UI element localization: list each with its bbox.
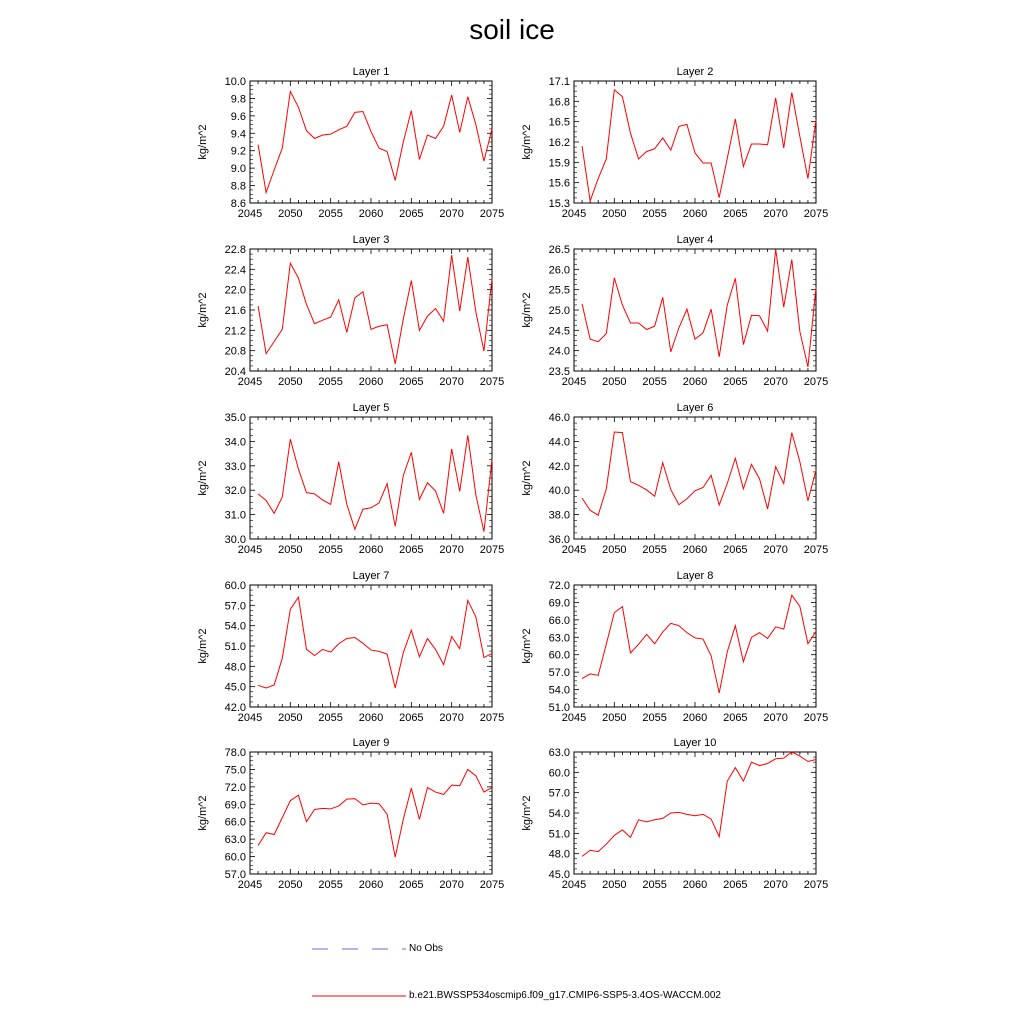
x-tick-label: 2045 xyxy=(561,879,587,891)
y-tick-label: 60.0 xyxy=(548,649,570,662)
x-tick-label: 2060 xyxy=(682,712,708,724)
plot-frame xyxy=(574,249,816,371)
x-tick-label: 2065 xyxy=(723,879,748,891)
x-tick-label: 2075 xyxy=(479,376,505,388)
y-tick-label: 63.0 xyxy=(548,747,570,759)
y-tick-label: 21.6 xyxy=(224,305,246,317)
y-tick-label: 72.0 xyxy=(548,580,570,592)
legend-model-label: b.e21.BWSSP534oscmip6.f09_g17.CMIP6-SSP5-3.4OS-WACCM.002 xyxy=(409,990,721,1001)
y-tick-label: 75.0 xyxy=(224,764,246,777)
panel-title: Layer 6 xyxy=(676,402,714,414)
y-tick-label: 15.3 xyxy=(548,198,570,210)
series-line xyxy=(582,432,816,515)
panel-title: Layer 8 xyxy=(676,570,714,582)
x-tick-label: 2045 xyxy=(237,712,263,724)
y-tick-label: 60.0 xyxy=(548,767,570,780)
x-tick-label: 2065 xyxy=(399,712,424,724)
panel-title: Layer 9 xyxy=(352,737,390,749)
y-axis-label: kg/m^2 xyxy=(197,460,209,496)
x-tick-label: 2045 xyxy=(237,544,263,556)
x-tick-label: 2075 xyxy=(803,376,829,388)
y-tick-label: 31.0 xyxy=(224,509,246,522)
x-tick-label: 2070 xyxy=(763,376,788,388)
x-tick-label: 2050 xyxy=(278,208,303,220)
y-tick-label: 63.0 xyxy=(224,834,246,847)
series-line xyxy=(582,249,816,367)
panel-9 xyxy=(197,737,504,891)
y-tick-label: 26.5 xyxy=(548,244,570,256)
page-title: soil ice xyxy=(469,14,555,45)
y-tick-label: 57.0 xyxy=(548,667,570,680)
x-tick-label: 2075 xyxy=(803,712,829,724)
x-tick-label: 2045 xyxy=(237,376,263,388)
y-axis-label: kg/m^2 xyxy=(197,795,209,831)
x-tick-label: 2045 xyxy=(237,208,263,220)
x-tick-label: 2065 xyxy=(399,376,424,388)
panel-2 xyxy=(521,66,828,220)
y-axis-label: kg/m^2 xyxy=(197,124,209,160)
plot-frame xyxy=(574,417,816,539)
x-tick-label: 2065 xyxy=(399,879,424,891)
series-line xyxy=(582,752,816,856)
y-tick-label: 42.0 xyxy=(224,702,246,714)
series-line xyxy=(582,90,816,201)
y-tick-label: 20.8 xyxy=(224,345,246,358)
x-tick-label: 2055 xyxy=(642,879,667,891)
y-tick-label: 23.5 xyxy=(548,366,570,378)
plot-frame xyxy=(574,585,816,707)
x-tick-label: 2065 xyxy=(399,544,424,556)
x-tick-label: 2075 xyxy=(479,712,505,724)
x-tick-label: 2070 xyxy=(439,544,464,556)
x-tick-label: 2055 xyxy=(318,208,343,220)
y-tick-label: 22.8 xyxy=(224,244,246,256)
x-tick-label: 2060 xyxy=(682,544,708,556)
panel-1 xyxy=(197,66,504,220)
y-tick-label: 35.0 xyxy=(224,412,246,424)
panel-title: Layer 4 xyxy=(676,234,714,246)
y-tick-label: 9.6 xyxy=(230,110,246,123)
plot-frame xyxy=(574,81,816,203)
x-tick-label: 2055 xyxy=(318,879,343,891)
y-axis-label: kg/m^2 xyxy=(521,292,533,328)
x-tick-label: 2060 xyxy=(358,208,384,220)
panel-6 xyxy=(521,402,828,556)
series-line xyxy=(258,597,492,688)
series-line xyxy=(258,435,492,531)
y-tick-label: 54.0 xyxy=(548,808,570,820)
x-tick-label: 2070 xyxy=(763,712,788,724)
panel-title: Layer 5 xyxy=(352,402,390,414)
y-tick-label: 69.0 xyxy=(224,799,246,812)
y-tick-label: 45.0 xyxy=(548,869,570,881)
x-tick-label: 2045 xyxy=(561,712,587,724)
y-tick-label: 51.0 xyxy=(548,828,570,841)
plot-frame xyxy=(250,249,492,371)
y-axis-label: kg/m^2 xyxy=(521,460,533,496)
y-tick-label: 32.0 xyxy=(224,485,246,498)
series-line xyxy=(258,255,492,364)
x-tick-label: 2070 xyxy=(439,879,464,891)
panel-title: Layer 7 xyxy=(352,570,390,582)
legend-obs-label: No Obs xyxy=(409,943,443,954)
y-tick-label: 34.0 xyxy=(224,436,246,449)
x-tick-label: 2075 xyxy=(803,544,829,556)
x-tick-label: 2065 xyxy=(723,208,748,220)
x-tick-label: 2055 xyxy=(642,544,667,556)
x-tick-label: 2055 xyxy=(642,376,667,388)
x-tick-label: 2070 xyxy=(763,544,788,556)
x-tick-label: 2060 xyxy=(358,712,384,724)
plot-frame xyxy=(250,752,492,874)
x-tick-label: 2070 xyxy=(763,879,788,891)
y-tick-label: 57.0 xyxy=(224,600,246,613)
x-tick-label: 2070 xyxy=(439,712,464,724)
y-tick-label: 36.0 xyxy=(548,534,570,546)
x-tick-label: 2075 xyxy=(479,544,505,556)
x-tick-label: 2060 xyxy=(358,879,384,891)
x-tick-label: 2050 xyxy=(278,712,303,724)
x-tick-label: 2055 xyxy=(318,376,343,388)
x-tick-label: 2045 xyxy=(561,544,587,556)
x-tick-label: 2075 xyxy=(479,879,505,891)
y-tick-label: 30.0 xyxy=(224,534,246,546)
y-tick-label: 72.0 xyxy=(224,781,246,794)
x-tick-label: 2055 xyxy=(642,208,667,220)
y-tick-label: 10.0 xyxy=(224,76,246,88)
x-tick-label: 2055 xyxy=(642,712,667,724)
x-tick-label: 2045 xyxy=(561,208,587,220)
x-tick-label: 2050 xyxy=(602,208,627,220)
y-tick-label: 21.2 xyxy=(224,325,246,338)
x-tick-label: 2055 xyxy=(318,544,343,556)
series-line xyxy=(258,91,492,192)
y-tick-label: 57.0 xyxy=(548,787,570,800)
x-tick-label: 2060 xyxy=(682,208,708,220)
y-axis-label: kg/m^2 xyxy=(197,292,209,328)
y-tick-label: 15.9 xyxy=(548,157,570,170)
x-tick-label: 2050 xyxy=(278,879,303,891)
x-tick-label: 2055 xyxy=(318,712,343,724)
x-tick-label: 2070 xyxy=(439,376,464,388)
x-tick-label: 2045 xyxy=(237,879,263,891)
x-tick-label: 2075 xyxy=(803,879,829,891)
y-tick-label: 22.0 xyxy=(224,284,246,297)
plot-frame xyxy=(574,752,816,874)
x-tick-label: 2050 xyxy=(602,544,627,556)
x-tick-label: 2060 xyxy=(682,879,708,891)
y-tick-label: 48.0 xyxy=(224,661,246,674)
y-tick-label: 16.5 xyxy=(548,116,570,129)
y-tick-label: 26.0 xyxy=(548,264,570,277)
y-tick-label: 16.2 xyxy=(548,137,570,149)
y-tick-label: 54.0 xyxy=(548,684,570,697)
y-tick-label: 51.0 xyxy=(224,641,246,653)
x-tick-label: 2070 xyxy=(763,208,788,220)
x-tick-label: 2070 xyxy=(439,208,464,220)
y-tick-label: 22.4 xyxy=(224,264,246,277)
y-tick-label: 9.4 xyxy=(230,128,246,141)
y-tick-label: 44.0 xyxy=(548,436,570,449)
x-tick-label: 2065 xyxy=(723,712,748,724)
y-tick-label: 33.0 xyxy=(224,460,246,473)
y-tick-label: 66.0 xyxy=(548,614,570,627)
y-tick-label: 60.0 xyxy=(224,580,246,592)
series-line xyxy=(582,595,816,693)
panel-4 xyxy=(521,234,828,388)
y-axis-label: kg/m^2 xyxy=(197,628,209,664)
y-tick-label: 8.8 xyxy=(230,180,246,193)
y-tick-label: 9.2 xyxy=(230,145,246,158)
x-tick-label: 2050 xyxy=(602,712,627,724)
panel-title: Layer 2 xyxy=(676,66,714,78)
y-tick-label: 17.1 xyxy=(548,76,570,88)
x-tick-label: 2045 xyxy=(561,376,587,388)
x-tick-label: 2065 xyxy=(723,376,748,388)
y-tick-label: 15.6 xyxy=(548,177,570,190)
y-tick-label: 69.0 xyxy=(548,597,570,610)
x-tick-label: 2050 xyxy=(278,376,303,388)
x-tick-label: 2050 xyxy=(602,879,627,891)
panel-title: Layer 1 xyxy=(352,66,390,78)
y-tick-label: 48.0 xyxy=(548,848,570,861)
y-tick-label: 40.0 xyxy=(548,485,570,498)
panel-3 xyxy=(197,234,504,388)
panel-title: Layer 3 xyxy=(352,234,390,246)
y-tick-label: 25.0 xyxy=(548,305,570,317)
y-tick-label: 78.0 xyxy=(224,747,246,759)
x-tick-label: 2050 xyxy=(278,544,303,556)
y-tick-label: 54.0 xyxy=(224,620,246,633)
y-tick-label: 42.0 xyxy=(548,460,570,473)
y-tick-label: 46.0 xyxy=(548,412,570,424)
x-tick-label: 2060 xyxy=(682,376,708,388)
y-tick-label: 51.0 xyxy=(548,702,570,714)
y-tick-label: 20.4 xyxy=(224,366,246,378)
plot-frame xyxy=(250,585,492,707)
x-tick-label: 2050 xyxy=(602,376,627,388)
y-tick-label: 8.6 xyxy=(230,198,246,210)
panel-7 xyxy=(197,570,504,724)
panel-8 xyxy=(521,570,828,724)
plot-frame xyxy=(250,81,492,203)
y-axis-label: kg/m^2 xyxy=(521,628,533,664)
panel-title: Layer 10 xyxy=(673,737,717,749)
x-tick-label: 2065 xyxy=(399,208,424,220)
x-tick-label: 2075 xyxy=(479,208,505,220)
y-tick-label: 45.0 xyxy=(224,681,246,694)
panel-10 xyxy=(521,737,828,891)
x-tick-label: 2060 xyxy=(358,544,384,556)
series-line xyxy=(258,769,492,857)
y-tick-label: 9.8 xyxy=(230,93,246,106)
y-tick-label: 60.0 xyxy=(224,851,246,864)
x-tick-label: 2060 xyxy=(358,376,384,388)
y-tick-label: 16.8 xyxy=(548,96,570,109)
panel-5 xyxy=(197,402,504,556)
y-tick-label: 38.0 xyxy=(548,509,570,522)
y-axis-label: kg/m^2 xyxy=(521,124,533,160)
y-tick-label: 25.5 xyxy=(548,284,570,297)
y-tick-label: 24.0 xyxy=(548,345,570,358)
y-tick-label: 66.0 xyxy=(224,816,246,829)
x-tick-label: 2075 xyxy=(803,208,829,220)
x-tick-label: 2065 xyxy=(723,544,748,556)
y-tick-label: 24.5 xyxy=(548,325,570,338)
y-tick-label: 57.0 xyxy=(224,869,246,881)
y-tick-label: 9.0 xyxy=(230,163,246,176)
plot-frame xyxy=(250,417,492,539)
y-axis-label: kg/m^2 xyxy=(521,795,533,831)
y-tick-label: 63.0 xyxy=(548,632,570,645)
